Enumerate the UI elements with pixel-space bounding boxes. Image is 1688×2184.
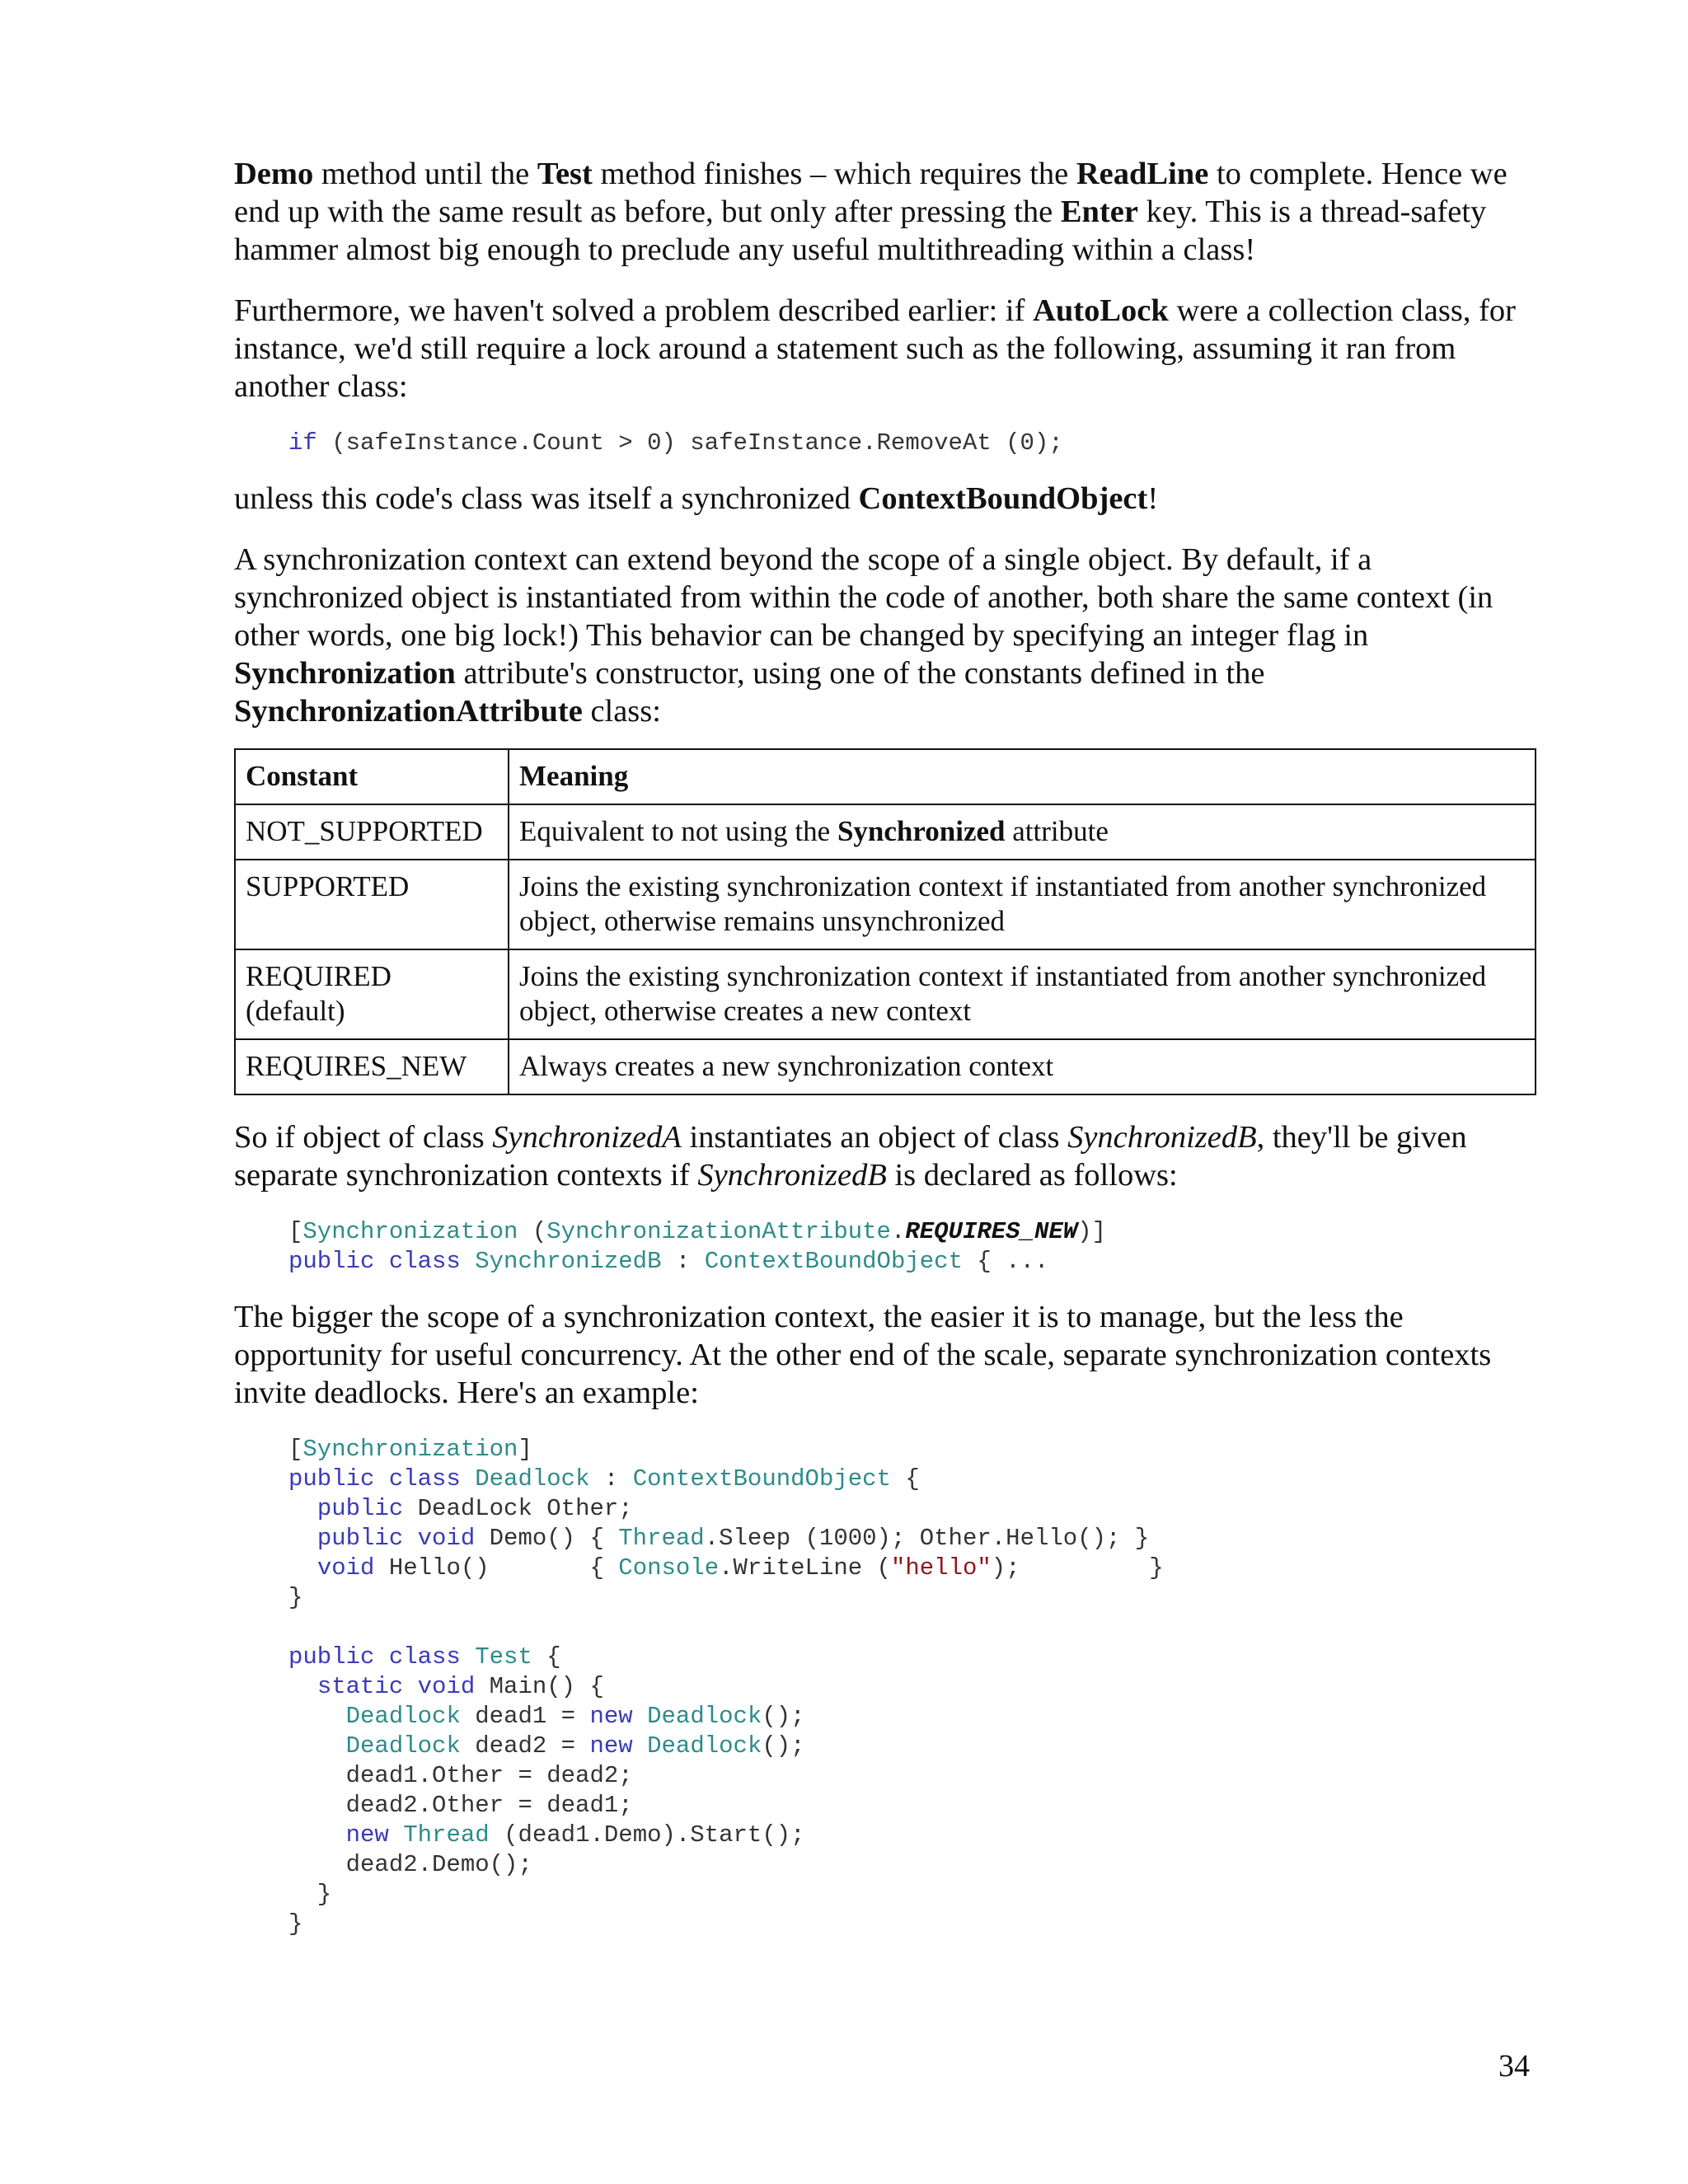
code-type: Thread	[618, 1525, 705, 1552]
code-text: }	[288, 1584, 303, 1611]
code-type: Test	[475, 1643, 532, 1671]
code-type: Deadlock	[647, 1703, 762, 1730]
code-keyword: public class	[288, 1643, 461, 1671]
header-constant: Constant	[235, 749, 509, 804]
term-autolock: AutoLock	[1033, 293, 1169, 328]
table-row	[235, 860, 1536, 949]
code-type: Deadlock	[647, 1732, 762, 1760]
code-line	[288, 1732, 1536, 1761]
code-type: Synchronization	[302, 1218, 518, 1245]
code-text: .Sleep (1000); Other.Hello(); }	[704, 1525, 1150, 1552]
code-text	[389, 1821, 403, 1849]
term-synchronizeda: SynchronizedA	[492, 1120, 682, 1155]
code-line	[288, 1524, 1536, 1554]
code-text	[288, 1732, 346, 1760]
code-type: SynchronizationAttribute	[546, 1218, 891, 1245]
cell-constant	[235, 949, 509, 1039]
text: instantiates an object of class	[681, 1120, 1068, 1155]
code-text	[288, 1495, 317, 1522]
code-text: dead1.Other = dead2;	[288, 1762, 633, 1789]
cell-constant: REQUIRES_NEW	[235, 1039, 509, 1094]
code-keyword: static void	[316, 1673, 476, 1700]
code-text	[288, 1525, 317, 1552]
code-text: dead2.Demo();	[288, 1851, 532, 1878]
code-type: Thread	[403, 1821, 490, 1849]
code-text: ();	[762, 1703, 805, 1730]
term-readline: ReadLine	[1076, 157, 1209, 191]
code-text: (	[518, 1218, 547, 1245]
paragraph-contextboundobject	[234, 480, 1536, 518]
code-line	[288, 1494, 1536, 1524]
code-line	[288, 1672, 1536, 1702]
code-text	[288, 1673, 317, 1700]
code-keyword: void	[316, 1554, 375, 1582]
header-meaning: Meaning	[509, 749, 1536, 804]
text: method finishes – which requires the	[592, 157, 1076, 191]
code-type: SynchronizedB	[475, 1248, 662, 1275]
text: were a collection class, for instance, we'd still require a lock around a statement such as the following, assuming it ran from another class:	[234, 293, 1516, 404]
code-block-synchronizedb	[288, 1217, 1536, 1277]
code-line	[288, 1554, 1536, 1583]
code-text: .WriteLine (	[719, 1554, 891, 1582]
term-synchronization: Synchronization	[234, 656, 456, 691]
code-line	[288, 1583, 1536, 1613]
term-synchronizedb: SynchronizedB	[697, 1158, 887, 1193]
code-text: {	[532, 1643, 561, 1671]
code-type: Deadlock	[345, 1703, 461, 1730]
cell-meaning: Joins the existing synchronization context if instantiated from another synchronized object, otherwise creates a new context	[509, 949, 1536, 1039]
code-text: [	[288, 1436, 303, 1463]
text: method until the	[313, 157, 537, 191]
code-type: Deadlock	[475, 1465, 590, 1493]
term-enter: Enter	[1060, 194, 1138, 229]
cell-constant: NOT_SUPPORTED	[235, 804, 509, 860]
code-line	[288, 1702, 1536, 1732]
cell-meaning: Joins the existing synchronization context if instantiated from another synchronized object, otherwise remains unsynchronized	[509, 860, 1536, 949]
code-type: ContextBoundObject	[632, 1465, 891, 1493]
code-text: ();	[762, 1732, 805, 1760]
code-line	[288, 1880, 1536, 1910]
code-keyword: public void	[316, 1525, 476, 1552]
paragraph-scope	[234, 1298, 1536, 1412]
code-text: .	[890, 1218, 906, 1245]
code-type: Console	[618, 1554, 720, 1582]
text: REQUIRED	[246, 960, 392, 992]
code-text	[288, 1821, 346, 1849]
code-text: Main() {	[475, 1673, 604, 1700]
term-demo: Demo	[234, 157, 314, 191]
code-text: [	[288, 1218, 303, 1245]
text: The bigger the scope of a synchronization context, the easier it is to manage, but the less the opportunity for useful concurrency. At the other end of the scale, separate synchronization contexts invite deadlocks. Here's an example:	[234, 1300, 1492, 1410]
text: (default)	[246, 995, 345, 1027]
term-synchronizationattribute: SynchronizationAttribute	[234, 694, 583, 729]
code-keyword: new	[589, 1732, 633, 1760]
code-text: ); }	[991, 1554, 1164, 1582]
text: key. This is a thread-safety hammer almost big enough to preclude any useful multithreading within a class!	[234, 194, 1487, 267]
code-text: DeadLock Other;	[403, 1495, 633, 1522]
table-row	[235, 1039, 1536, 1094]
code-text: )]	[1077, 1218, 1106, 1245]
code-text	[633, 1703, 647, 1730]
code-keyword: public class	[288, 1248, 461, 1275]
document-page	[234, 155, 1536, 1961]
code-text	[461, 1248, 475, 1275]
code-keyword: new	[345, 1821, 389, 1849]
code-block-if-statement	[288, 429, 1536, 458]
code-text: dead2 =	[460, 1732, 590, 1760]
paragraph-synchronizedb	[234, 1118, 1536, 1194]
text: Furthermore, we haven't solved a problem described earlier: if	[234, 293, 1034, 328]
text: !	[1147, 481, 1159, 516]
text: So if object of class	[234, 1120, 493, 1155]
text: is declared as follows:	[886, 1158, 1178, 1193]
code-line	[288, 1821, 1536, 1850]
code-keyword: public	[316, 1495, 404, 1522]
code-text: (dead1.Demo).Start();	[489, 1821, 805, 1849]
code-line	[288, 1613, 1536, 1643]
cell-meaning	[509, 804, 1536, 860]
paragraph-demo-method	[234, 155, 1536, 269]
table-row	[235, 949, 1536, 1039]
code-text	[288, 1703, 346, 1730]
code-text	[633, 1732, 647, 1760]
cell-constant: SUPPORTED	[235, 860, 509, 949]
text: attribute's constructor, using one of the constants defined in the	[455, 656, 1265, 691]
code-text	[288, 1554, 317, 1582]
page-number: 34	[1498, 2049, 1530, 2083]
code-text: :	[661, 1248, 705, 1275]
code-line	[288, 1435, 1536, 1465]
constants-table	[234, 748, 1536, 1095]
text: A synchronization context can extend beyond the scope of a single object. By default, if a synchronized object is instantiated from within the code of another, both share the same context (in other words, one big lock!) This behavior can be changed by specifying an integer flag in	[234, 542, 1493, 653]
code-string: "hello"	[890, 1554, 992, 1582]
code-type: Synchronization	[302, 1436, 518, 1463]
code-text: { ...	[962, 1248, 1049, 1275]
code-keyword: public class	[288, 1465, 461, 1493]
text: unless this code's class was itself a synchronized	[234, 481, 859, 516]
term-test: Test	[537, 157, 593, 191]
code-line	[288, 1761, 1536, 1791]
text: , they'll be given separate synchronization contexts if	[234, 1120, 1467, 1193]
code-text	[461, 1465, 475, 1493]
term-synchronizedb: SynchronizedB	[1067, 1120, 1257, 1155]
code-text: (safeInstance.Count > 0) safeInstance.RemoveAt (0);	[316, 429, 1063, 457]
term-synchronized: Synchronized	[837, 815, 1006, 847]
text: Equivalent to not using the	[519, 815, 837, 847]
code-text: dead1 =	[460, 1703, 590, 1730]
code-line	[288, 1643, 1536, 1672]
code-type: ContextBoundObject	[704, 1248, 963, 1275]
code-text: dead2.Other = dead1;	[288, 1792, 633, 1819]
code-text: }	[288, 1881, 332, 1908]
code-text: Hello() {	[374, 1554, 619, 1582]
cell-meaning: Always creates a new synchronization context	[509, 1039, 1536, 1094]
code-text: {	[890, 1465, 920, 1493]
code-block-deadlock-example	[288, 1435, 1536, 1939]
code-text: :	[589, 1465, 633, 1493]
code-text: }	[288, 1910, 303, 1938]
code-keyword: if	[288, 429, 317, 457]
text: attribute	[1005, 815, 1109, 847]
text: to complete. Hence we end up with the same result as before, but only after pressing the	[234, 157, 1507, 229]
code-line	[288, 1910, 1536, 1939]
code-text	[461, 1643, 475, 1671]
code-line	[288, 1791, 1536, 1821]
paragraph-autolock	[234, 292, 1536, 405]
table-row	[235, 804, 1536, 860]
table-header-row	[235, 749, 1536, 804]
term-contextboundobject: ContextBoundObject	[858, 481, 1148, 516]
code-type: Deadlock	[345, 1732, 461, 1760]
code-line	[288, 1465, 1536, 1494]
code-text: Demo() {	[475, 1525, 619, 1552]
code-constant: REQUIRES_NEW	[905, 1218, 1078, 1245]
code-text: ]	[518, 1436, 532, 1463]
text: class:	[582, 694, 661, 729]
code-keyword: new	[589, 1703, 633, 1730]
code-line	[288, 1850, 1536, 1880]
paragraph-synchronization-context	[234, 541, 1536, 730]
